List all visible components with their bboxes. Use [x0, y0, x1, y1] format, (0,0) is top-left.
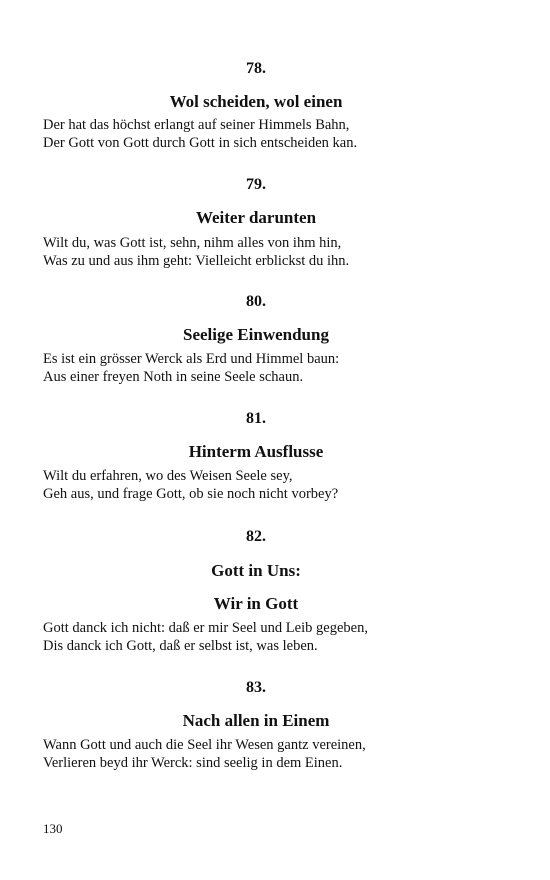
- verse-line: Wann Gott und auch die Seel ihr Wesen gantz vereinen,: [43, 737, 366, 753]
- epigram-number: 80.: [246, 293, 266, 310]
- epigram-subtitle: Wir in Gott: [213, 594, 299, 613]
- page-number: 130: [43, 821, 63, 836]
- verse-line: Wilt du erfahren, wo des Weisen Seele sey,: [43, 468, 293, 484]
- epigram-number: 82.: [246, 528, 266, 545]
- epigram-title: Nach allen in Einem: [182, 711, 330, 730]
- epigram-title: Hinterm Ausflusse: [188, 442, 324, 461]
- verse-line: Geh aus, und frage Gott, ob sie noch nicht vorbey?: [43, 486, 339, 502]
- verse-line: Der hat das höchst erlangt auf seiner Himmels Bahn,: [43, 117, 350, 133]
- epigram-title: Weiter darunten: [195, 208, 317, 227]
- epigram-number: 78.: [246, 60, 266, 77]
- verse-line: Dis danck ich Gott, daß er selbst ist, was leben.: [43, 638, 318, 654]
- verse-line: Aus einer freyen Noth in seine Seele schaun.: [43, 369, 304, 385]
- verse-line: Verlieren beyd ihr Werck: sind seelig in dem Einen.: [43, 755, 343, 771]
- verse-line: Gott danck ich nicht: daß er mir Seel und Leib gegeben,: [43, 620, 368, 636]
- epigram-title: Wol scheiden, wol einen: [169, 92, 343, 111]
- epigram-number: 81.: [246, 410, 266, 427]
- verse-line: Wilt du, was Gott ist, sehn, nihm alles von ihm hin,: [43, 235, 342, 251]
- epigram-number: 79.: [246, 176, 266, 193]
- epigram-title: Gott in Uns:: [211, 561, 301, 580]
- verse-line: Es ist ein grösser Werck als Erd und Himmel baun:: [43, 351, 340, 367]
- verse-line: Was zu und aus ihm geht: Vielleicht erblickst du ihn.: [43, 253, 350, 269]
- verse-line: Der Gott von Gott durch Gott in sich entscheiden kan.: [43, 135, 358, 151]
- epigram-title: Seelige Einwendung: [183, 325, 329, 344]
- epigram-number: 83.: [246, 679, 266, 696]
